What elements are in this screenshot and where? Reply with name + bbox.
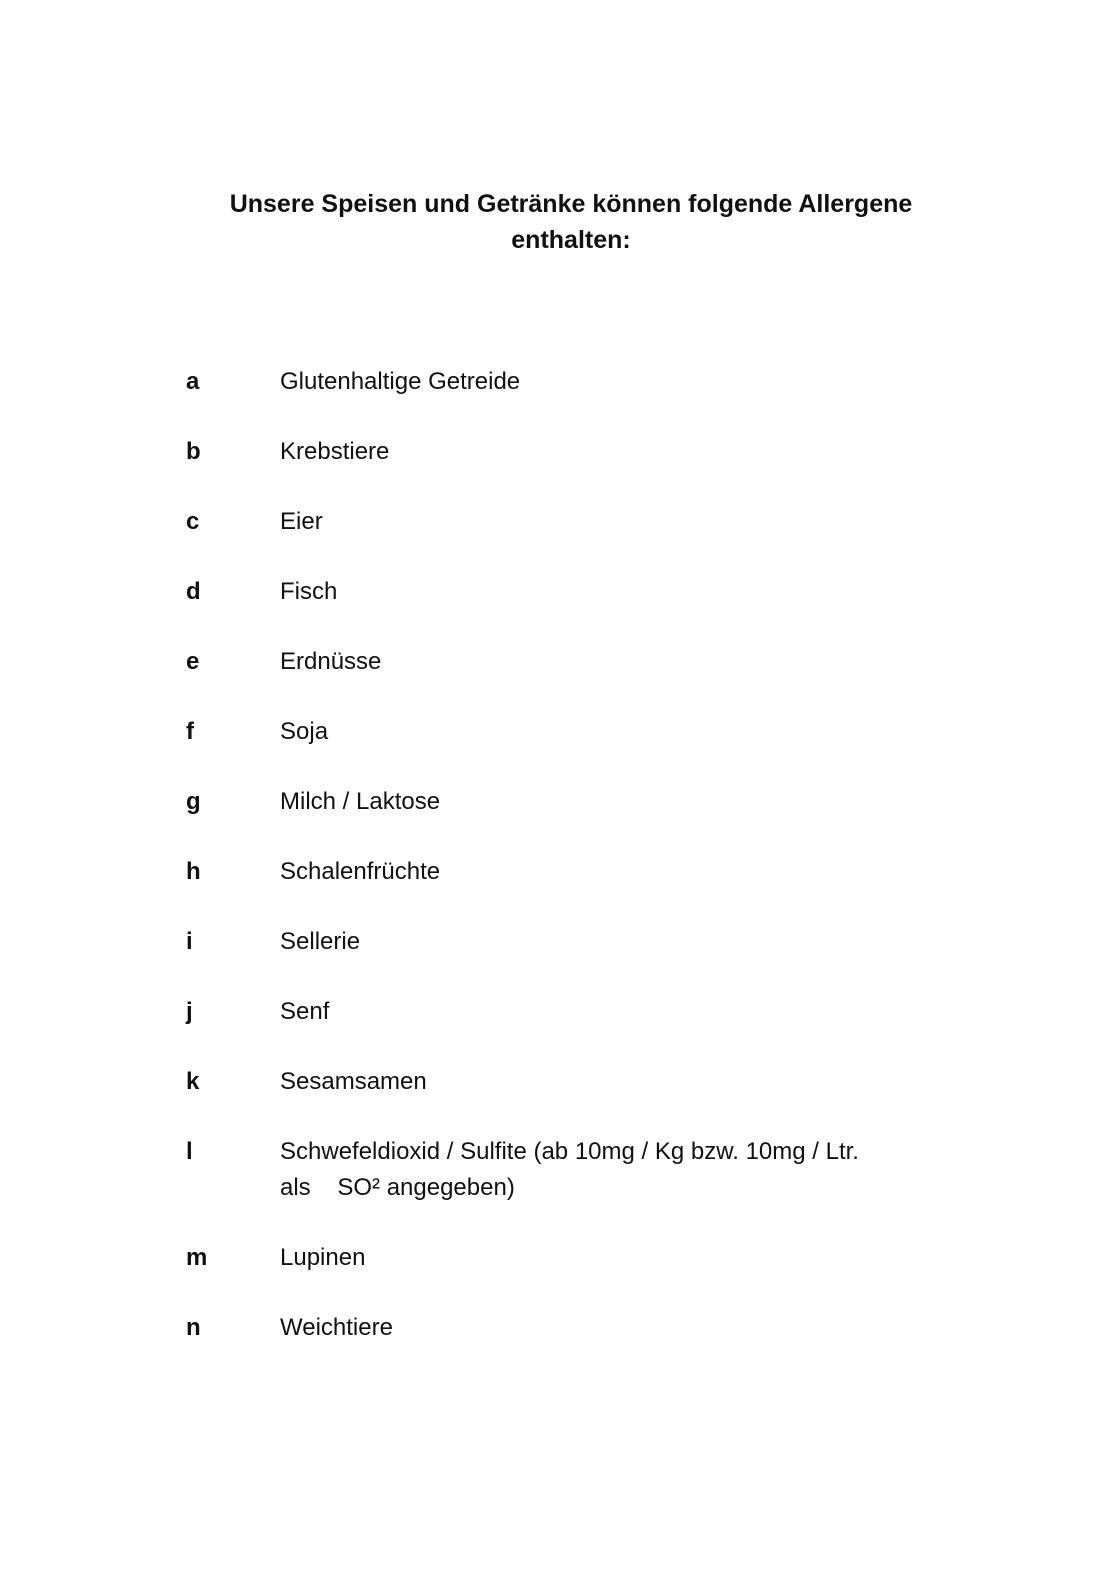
allergen-label: Milch / Laktose	[280, 788, 441, 815]
allergen-label: Lupinen	[280, 1244, 366, 1271]
page-title-line-2: enthalten:	[511, 226, 631, 254]
allergen-label: Sellerie	[280, 928, 361, 955]
allergen-item-g	[186, 784, 946, 820]
allergen-item-h	[186, 854, 946, 890]
allergen-code: j	[186, 998, 193, 1025]
allergen-label: Weichtiere	[280, 1314, 393, 1341]
allergen-item-b	[186, 434, 946, 470]
page-title-line-1: Unsere Speisen und Getränke können folgende Allergene	[229, 190, 913, 218]
allergen-code: g	[186, 788, 201, 815]
page-title	[180, 186, 962, 258]
allergen-code: c	[186, 508, 200, 535]
allergen-item-e	[186, 644, 946, 680]
allergen-item-c	[186, 504, 946, 540]
allergen-item-i	[186, 924, 946, 960]
allergen-item-j	[186, 994, 946, 1030]
allergen-code: m	[186, 1244, 208, 1271]
allergen-code: i	[186, 928, 193, 955]
allergen-label: Schwefeldioxid / Sulfite (ab 10mg / Kg bzw. 10mg / Ltr. als SO² angegeben)	[280, 1138, 859, 1201]
allergen-code: h	[186, 858, 201, 885]
allergen-item-n	[186, 1310, 946, 1346]
allergen-label: Sesamsamen	[280, 1068, 427, 1095]
allergen-code: b	[186, 438, 201, 465]
allergen-code: k	[186, 1068, 200, 1095]
allergen-code: a	[186, 368, 200, 395]
allergen-label: Eier	[280, 508, 323, 535]
allergen-label: Soja	[280, 718, 329, 745]
allergen-item-a	[186, 364, 946, 400]
allergen-label: Senf	[280, 998, 330, 1025]
allergen-label: Schalenfrüchte	[280, 858, 441, 885]
allergen-label: Erdnüsse	[280, 648, 382, 675]
allergen-item-l	[186, 1134, 946, 1206]
allergen-code: d	[186, 578, 201, 605]
allergen-code: f	[186, 718, 194, 745]
allergen-label: Fisch	[280, 578, 338, 605]
allergen-item-d	[186, 574, 946, 610]
allergen-list	[186, 364, 946, 1380]
allergen-item-m	[186, 1240, 946, 1276]
allergen-label: Krebstiere	[280, 438, 390, 465]
allergen-label: Glutenhaltige Getreide	[280, 368, 521, 395]
allergen-item-f	[186, 714, 946, 750]
allergen-code: l	[186, 1138, 193, 1165]
allergen-item-k	[186, 1064, 946, 1100]
allergen-code: n	[186, 1314, 201, 1341]
allergen-code: e	[186, 648, 200, 675]
